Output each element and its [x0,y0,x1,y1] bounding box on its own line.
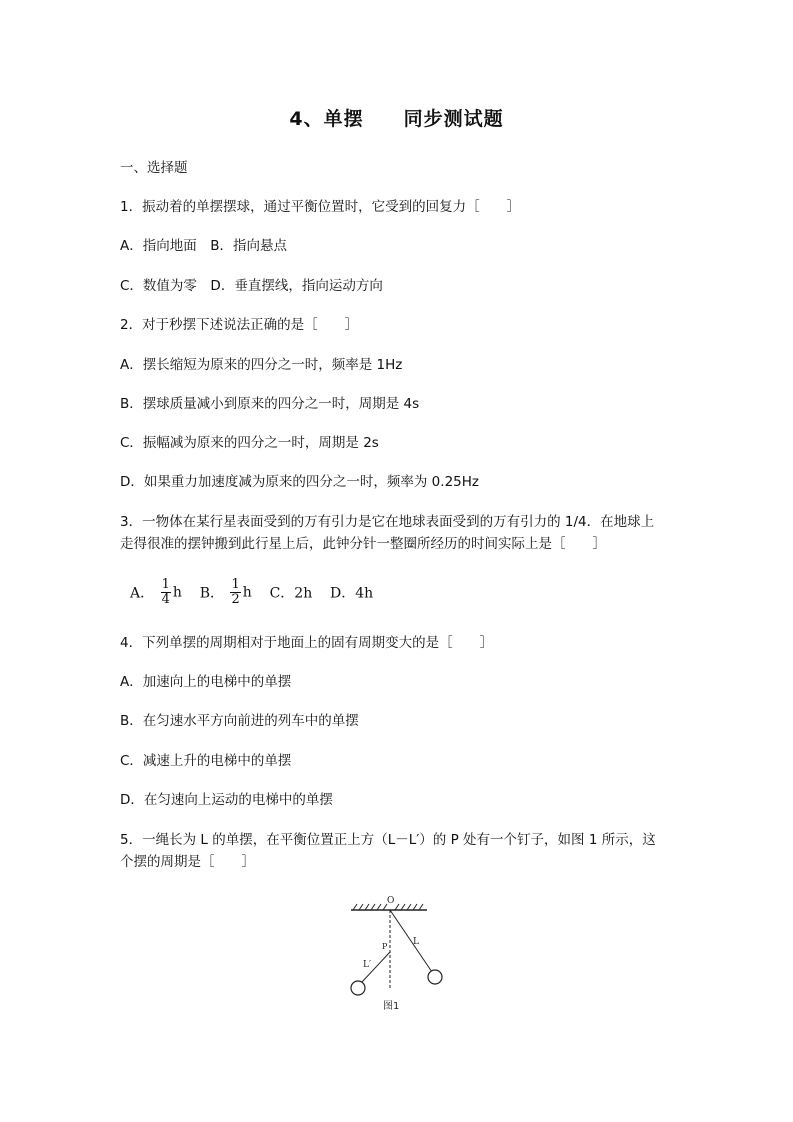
pendulum-string-l [390,910,432,972]
q4-option-c: C．减速上升的电梯中的单摆 [120,753,292,769]
q5-stem-line-1: 5．一绳长为 L 的单摆，在平衡位置正上方（L－L′）的 P 处有一个钉子，如图 1 所示，这 [120,832,656,848]
q3-option-d: D．4h [330,585,374,602]
page-title [0,104,793,131]
q2-option-a: A．摆长缩短为原来的四分之一时，频率是 1Hz [120,357,403,373]
q3-option-a-unit: h [172,584,182,601]
q3-option-c: C．2h [269,585,313,602]
q2-stem: 2．对于秒摆下述说法正确的是［ ］ [120,317,359,333]
label-l: L [413,937,419,947]
q4-stem: 4．下列单摆的周期相对于地面上的固有周期变大的是［ ］ [120,635,494,651]
pendulum-figure [345,892,445,1017]
q2-option-b: B．摆球质量减小到原来的四分之一时，周期是 4s [120,396,420,412]
q3-option-b-numerator: 1 [231,577,240,592]
section-heading: 一、选择题 [120,160,188,176]
q3-option-a-denominator: 4 [161,592,170,607]
q3-stem-line-1: 3．一物体在某行星表面受到的万有引力是它在地球表面受到的万有引力的 1/4．在地球上 [120,514,655,530]
pendulum-bob-left [351,981,365,995]
q3-option-a-fraction [161,578,171,607]
label-o: O [387,896,395,906]
title-part-1: 4、单摆 [289,108,364,130]
q1-stem: 1．振动着的单摆摆球，通过平衡位置时，它受到的回复力［ ］ [120,199,521,215]
q3-option-b-denominator: 2 [231,592,240,607]
q3-option-b-label: B． [199,585,224,602]
q1-options-ab: A．指向地面 B．指向悬点 [120,238,287,254]
q1-options-cd: C．数值为零 D．垂直摆线，指向运动方向 [120,278,383,294]
q3-option-b-fraction [230,578,240,607]
q3-option-a-label: A． [130,585,155,602]
q5-stem-line-2: 个摆的周期是［ ］ [120,854,255,870]
q3-option-b-unit: h [242,584,252,601]
q3-stem-line-2: 走得很准的摆钟搬到此行星上后，此钟分针一整圈所经历的时间实际上是［ ］ [120,536,606,552]
q4-option-d: D．在匀速向上运动的电梯中的单摆 [120,792,333,808]
pendulum-diagram [345,892,445,1017]
label-p: P [382,942,388,951]
figure-caption: 图1 [383,1001,400,1012]
title-part-2: 同步测试题 [403,108,504,130]
label-l-prime: L′ [363,960,372,970]
q2-option-c: C．振幅减为原来的四分之一时，周期是 2s [120,435,379,451]
q4-option-b: B．在匀速水平方向前进的列车中的单摆 [120,713,359,729]
q4-option-a: A．加速向上的电梯中的单摆 [120,674,292,690]
q3-options [130,578,373,607]
pendulum-bob-right [428,970,442,984]
q2-option-d: D．如果重力加速度减为原来的四分之一时，频率为 0.25Hz [120,474,479,490]
q3-option-a-numerator: 1 [161,577,170,592]
